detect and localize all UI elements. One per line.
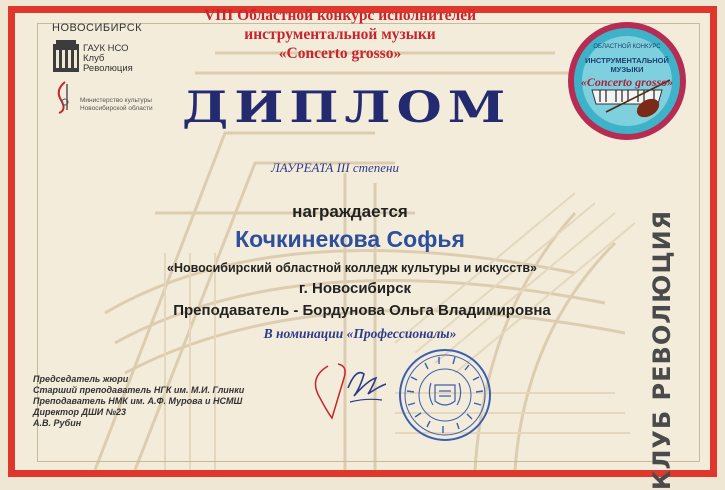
nomination-line: В номинации «Профессионалы»: [263, 326, 457, 341]
city-label: НОВОСИБИРСК: [52, 22, 143, 34]
teacher-line: Преподаватель - Бордунова Ольга Владимировна: [173, 302, 551, 319]
org-line-3: Революция: [83, 63, 133, 74]
jury-line-1: Председатель жюри: [33, 374, 129, 384]
ministry-line-2: Новосибирской области: [80, 104, 153, 112]
concerto-grosso-emblem-icon: [566, 20, 688, 142]
awarded-label: награждается: [292, 202, 408, 221]
contest-line-1: VIII Областной конкурс исполнителей: [203, 7, 477, 24]
org-line-1: ГАУК НСО: [83, 43, 129, 54]
emblem-mid-1: ИНСТРУМЕНТАЛЬНОЙ: [585, 56, 669, 65]
laureate-degree: ЛАУРЕАТА III степени: [271, 160, 399, 175]
side-brand: [642, 209, 682, 490]
organization-name: [83, 44, 133, 74]
contest-title: [180, 6, 500, 63]
recipient-city: г. Новосибирск: [298, 280, 412, 297]
emblem-top-text: ОБЛАСТНОЙ КОНКУРС: [593, 44, 661, 50]
side-brand-text: КЛУБ РЕВОЛЮЦИЯ: [648, 209, 676, 490]
ministry-line-1: Министерство культуры: [80, 97, 152, 104]
recipient-name: Кочкинекова Софья: [235, 226, 465, 252]
ministry-name: [80, 97, 190, 112]
jury-signature-block: [33, 374, 323, 429]
official-seal-icon: [397, 347, 493, 443]
jury-line-2: Старший преподаватель НГК им. М.И. Глинки: [33, 385, 245, 395]
contest-line-2: инструментальной музыки: [244, 26, 436, 43]
emblem-brand: «Concerto grosso»: [580, 75, 674, 89]
jury-line-5: А.В. Рубин: [33, 418, 82, 428]
org-line-2: Клуб: [83, 53, 105, 64]
contest-line-3: «Concerto grosso»: [278, 45, 402, 62]
signature-icon: [298, 358, 388, 420]
diploma-title: ДИПЛОМ: [182, 82, 512, 133]
jury-line-4: Директор ДШИ №23: [33, 407, 127, 417]
jury-line-3: Преподаватель НМК им. А.Ф. Мурова и НСМШ: [33, 396, 243, 406]
institution-name: «Новосибирский областной колледж культуры и искусств»: [167, 261, 537, 275]
ministry-logo-icon: [53, 80, 75, 114]
emblem-mid-2: МУЗЫКИ: [610, 65, 644, 74]
